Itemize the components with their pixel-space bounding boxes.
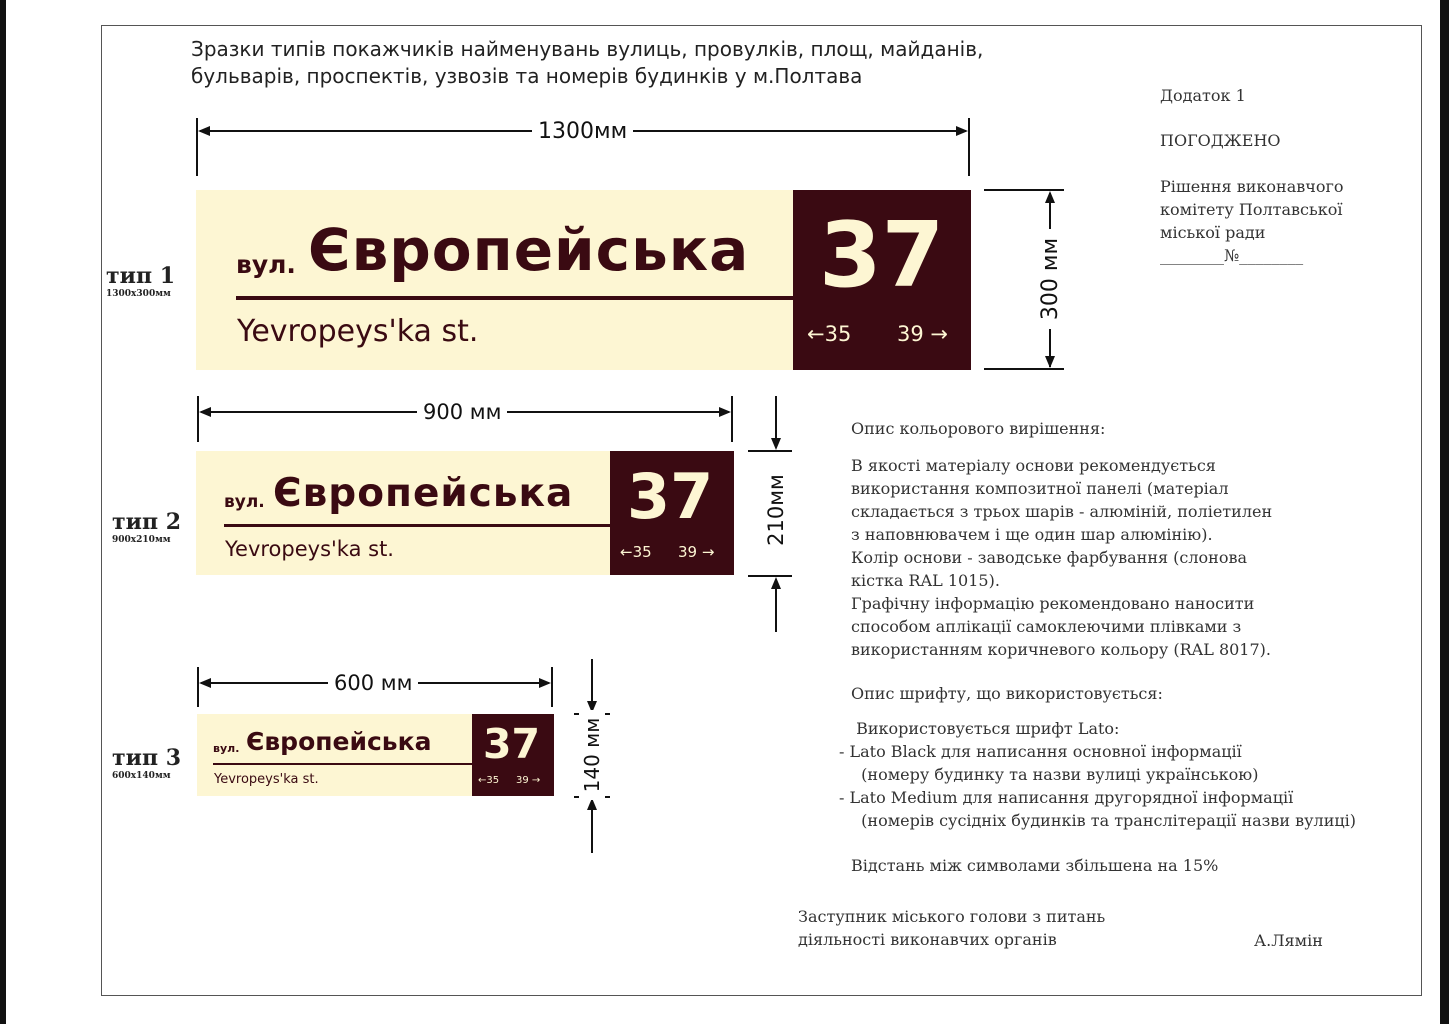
type-3-height-label: 140 мм <box>579 710 605 800</box>
title-line-2: бульварів, проспектів, узвозів та номерів будинків у м.Полтава <box>191 64 863 88</box>
type-2-number-plate <box>610 451 734 575</box>
color-description-heading: Опис кольорового вирішення: <box>851 419 1106 438</box>
font-description-line: - Lato Medium для написання другорядної інформації <box>839 788 1294 807</box>
color-description-line: з наповнювачем і ще один шар алюмінію). <box>851 525 1213 544</box>
font-description-heading: Опис шрифту, що використовується: <box>851 684 1163 703</box>
type-1-street-name: Європейська <box>308 216 750 284</box>
type-3-divider <box>213 763 473 765</box>
color-description <box>851 417 1331 661</box>
type-2-height-label: 210мм <box>763 465 789 555</box>
type-3-next-house: 39 → <box>516 775 541 786</box>
type-3-height-leader-bottom <box>591 809 593 853</box>
type-2-prev-house: ←35 <box>620 543 652 561</box>
type-1-height-ext-bottom <box>984 368 1064 370</box>
document-title <box>191 36 983 90</box>
signature-position <box>798 905 1105 951</box>
color-description-line: Графічну інформацію рекомендовано наносити <box>851 594 1255 613</box>
type-2-height-leader-top <box>775 396 777 440</box>
arrow-right-icon <box>539 678 551 688</box>
type-1-sign-base <box>196 190 794 370</box>
right-edge-bar <box>1440 0 1449 1024</box>
type-2-label <box>112 510 181 546</box>
font-description-line: (номеру будинку та назви вулиці українською) <box>851 765 1259 784</box>
type-3-prefix: вул. <box>213 742 240 755</box>
arrow-left-icon <box>199 407 211 417</box>
type-2-width-label: 900 мм <box>417 400 507 424</box>
decision-line-3: міської ради <box>1160 223 1266 242</box>
type-2-house-number: 37 <box>627 460 714 533</box>
decision-block <box>1160 175 1343 267</box>
color-description-line: способом аплікації самоклеючими плівками з <box>851 617 1242 636</box>
color-description-line: використанням коричневого кольору (RAL 8017). <box>851 640 1271 659</box>
signature-name: А.Лямін <box>1254 931 1323 950</box>
type-3-name: тип 3 <box>112 745 182 771</box>
type-1-label <box>106 264 175 300</box>
type-1-house-number: 37 <box>819 203 945 308</box>
type-3-number-plate <box>472 714 554 796</box>
signature-position-line-2: діяльності виконавчих органів <box>798 930 1057 949</box>
signature-position-line-1: Заступник міського голови з питань <box>798 907 1106 926</box>
type-3-street-name: Європейська <box>246 727 432 756</box>
decision-line-2: комітету Полтавської <box>1160 200 1343 219</box>
arrow-up-icon <box>1045 191 1055 203</box>
type-2-divider <box>224 524 611 527</box>
type-3-width-label: 600 мм <box>328 671 418 695</box>
type-2-name: тип 2 <box>112 509 182 535</box>
arrow-down-icon <box>771 438 781 450</box>
type-1-prev-house: ←35 <box>807 322 852 346</box>
type-2-street-name: Європейська <box>273 471 574 516</box>
type-3-label <box>112 746 181 782</box>
arrow-left-icon <box>198 126 210 136</box>
type-2-next-house: 39 → <box>678 543 715 561</box>
type-2-width-ext-left <box>197 396 199 442</box>
font-description <box>839 682 1411 877</box>
arrow-left-icon <box>199 678 211 688</box>
left-edge-bar <box>0 0 6 1024</box>
agreed-label: ПОГОДЖЕНО <box>1160 131 1281 150</box>
type-3-width-ext-right <box>551 667 553 707</box>
type-1-size: 1300x300мм <box>106 289 171 299</box>
decision-number-line: ________№________ <box>1160 246 1304 265</box>
type-2-size: 900x210мм <box>112 535 171 545</box>
letter-spacing-note: Відстань між символами збільшена на 15% <box>851 856 1219 875</box>
type-1-width-ext-right <box>968 118 970 176</box>
color-description-line: складається з трьох шарів - алюміній, поліетилен <box>851 502 1273 521</box>
type-2-sign-base <box>196 451 611 575</box>
type-1-name: тип 1 <box>106 263 176 289</box>
arrow-right-icon <box>956 126 968 136</box>
type-3-size: 600x140мм <box>112 771 171 781</box>
type-3-house-number: 37 <box>483 720 541 768</box>
type-1-next-house: 39 → <box>897 322 948 346</box>
color-description-line: В якості матеріалу основи рекомендується <box>851 456 1216 475</box>
type-1-number-plate <box>793 190 971 370</box>
arrow-right-icon <box>719 407 731 417</box>
type-1-translit: Yevropeys'ka st. <box>237 314 479 349</box>
type-2-width-ext-right <box>731 396 733 442</box>
type-2-height-ext-bottom <box>748 575 792 577</box>
type-1-divider <box>236 296 794 300</box>
type-2-height-ext-top <box>748 450 792 452</box>
type-3-sign-base <box>197 714 473 796</box>
color-description-line: використання композитної панелі (матеріал <box>851 479 1229 498</box>
type-1-prefix: вул. <box>236 250 296 279</box>
appendix-label: Додаток 1 <box>1160 86 1246 105</box>
font-description-line: Використовується шрифт Lato: <box>851 719 1120 738</box>
type-2-height-leader-bottom <box>775 588 777 632</box>
type-1-width-label: 1300мм <box>532 119 633 144</box>
type-2-translit: Yevropeys'ka st. <box>225 537 394 561</box>
type-3-translit: Yevropeys'ka st. <box>214 772 319 787</box>
font-description-line: (номерів сусідніх будинків та транслітерації назви вулиці) <box>851 811 1357 830</box>
arrow-down-icon <box>1045 356 1055 368</box>
title-line-1: Зразки типів покажчиків найменувань вулиць, провулків, площ, майданів, <box>191 37 984 61</box>
type-3-prev-house: ←35 <box>478 775 500 786</box>
type-1-height-label: 300 мм <box>1038 229 1064 329</box>
type-2-prefix: вул. <box>224 492 265 512</box>
decision-line-1: Рішення виконавчого <box>1160 177 1344 196</box>
type-3-height-leader-top <box>591 659 593 703</box>
arrow-up-icon <box>771 577 781 589</box>
color-description-line: Колір основи - заводське фарбування (слонова <box>851 548 1247 567</box>
font-description-line: - Lato Black для написання основної інформації <box>839 742 1242 761</box>
color-description-line: кістка RAL 1015). <box>851 571 1000 590</box>
